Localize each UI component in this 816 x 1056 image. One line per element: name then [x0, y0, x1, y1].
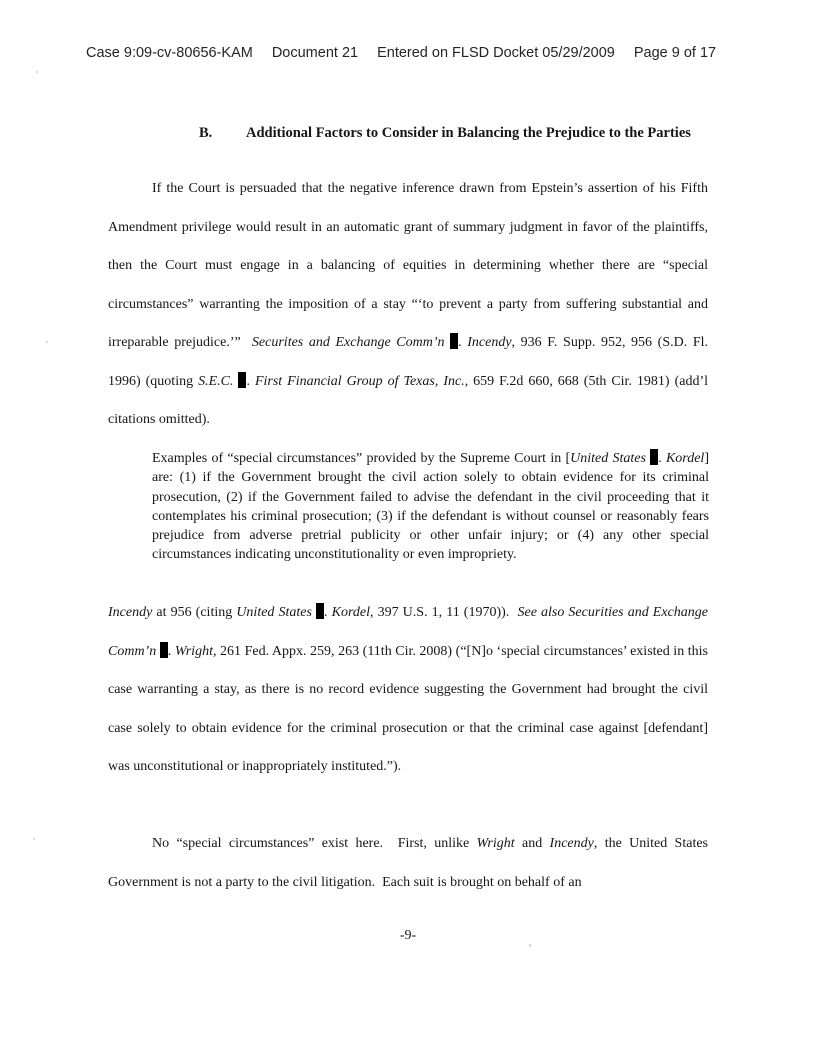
block-quote	[152, 449, 709, 565]
case-header	[86, 45, 716, 61]
text-run: Examples of “special circumstances” provided by the Supreme Court in [	[152, 451, 571, 466]
section-title: Additional Factors to Consider in Balancing the Prejudice to the Parties	[246, 125, 691, 141]
header-case-number: Case 9:09-cv-80656-KAM	[86, 45, 253, 61]
case-name-italic: Wright	[174, 643, 213, 659]
page-number: -9-	[399, 928, 417, 943]
case-name-italic: First Financial Group of Texas, Inc.	[254, 373, 465, 389]
text-run: .	[324, 605, 332, 620]
redaction-mark	[450, 333, 458, 349]
case-name-italic: Wright	[476, 836, 515, 851]
case-name-italic: Kordel	[331, 605, 370, 620]
text-run: , 261 Fed. Appx. 259, 263 (11th Cir. 2008) (“[N]o ‘special circumstances’ existed in this case warranting a stay, as there is no record evidence suggesting the Government had brought the civil case solely to obtain evidence for the criminal prosecution or that the criminal case against [defendant] was unconstitutional or inappropriately instituted.”).	[108, 643, 708, 774]
case-name-italic: See also Securities and Exchange Comm’n	[108, 605, 708, 659]
redaction-mark	[650, 449, 658, 465]
header-page-info: Page 9 of 17	[633, 45, 717, 61]
section-heading	[199, 122, 712, 145]
scan-speck	[529, 944, 531, 947]
text-run: , 397 U.S. 1, 11 (1970)).	[370, 605, 518, 620]
text-run: , 659 F.2d 660, 668 (5th Cir. 1981) (add’l citations omitted).	[108, 373, 708, 427]
text-run: .	[246, 373, 255, 389]
case-name-italic: Incendy	[549, 836, 594, 851]
text-run: , the United States Government is not a party to the civil litigation. Each suit is brought on behalf of an	[108, 836, 708, 890]
text-run: and	[514, 836, 550, 851]
text-run: .	[658, 451, 666, 466]
text-run: .	[458, 335, 468, 350]
text-run: at 956 (citing	[152, 605, 237, 620]
case-name-italic: Incendy	[467, 335, 512, 350]
paragraph-intro	[108, 170, 708, 440]
text-run: No “special circumstances” exist here. First, unlike	[152, 836, 477, 851]
header-docket-entry: Entered on FLSD Docket 05/29/2009	[377, 45, 615, 61]
header-document-number: Document 21	[271, 45, 359, 61]
case-name-italic: United States	[236, 605, 317, 620]
scan-speck	[46, 341, 48, 343]
section-label: B.	[199, 125, 213, 141]
case-name-italic: United States	[570, 451, 651, 466]
case-name-italic: Securites and Exchange Comm’n	[251, 335, 451, 350]
paragraph-conclusion	[108, 825, 708, 902]
scan-speck	[36, 71, 38, 73]
text-run: ] are: (1) if the Government brought the civil action solely to obtain evidence for its criminal prosecution, (2) if the Government failed to advise the defendant in the civil proceeding that it contemplates his criminal prosecution; (3) if the defendant is without counsel or reasonably fears prejudice from adverse pretrial publicity or other unfair injury; or (4) any other special circumstances indicating unconstitutionality or even impropriety.	[152, 451, 709, 563]
text-run: .	[167, 643, 175, 659]
case-name-italic: Kordel	[665, 451, 705, 466]
scan-speck	[33, 838, 35, 840]
text-run: If the Court is persuaded that the negative inference drawn from Epstein’s assertion of his Fifth Amendment privilege would result in an automatic grant of summary judgment in favor of the plaintiffs, then the Court must engage in a balancing of equities in determining whether there are “special circumstances” warranting the imposition of a stay “‘to prevent a party from suffering substantial and irreparable prejudice.’”	[108, 181, 708, 350]
case-name-italic: Incendy	[108, 605, 153, 620]
case-name-italic: S.E.C.	[198, 373, 239, 389]
redaction-mark	[316, 603, 324, 619]
paragraph-citations	[108, 594, 708, 787]
text-run: , 936 F. Supp. 952, 956 (S.D. Fl. 1996) (quoting	[108, 335, 709, 389]
redaction-mark	[160, 642, 168, 658]
